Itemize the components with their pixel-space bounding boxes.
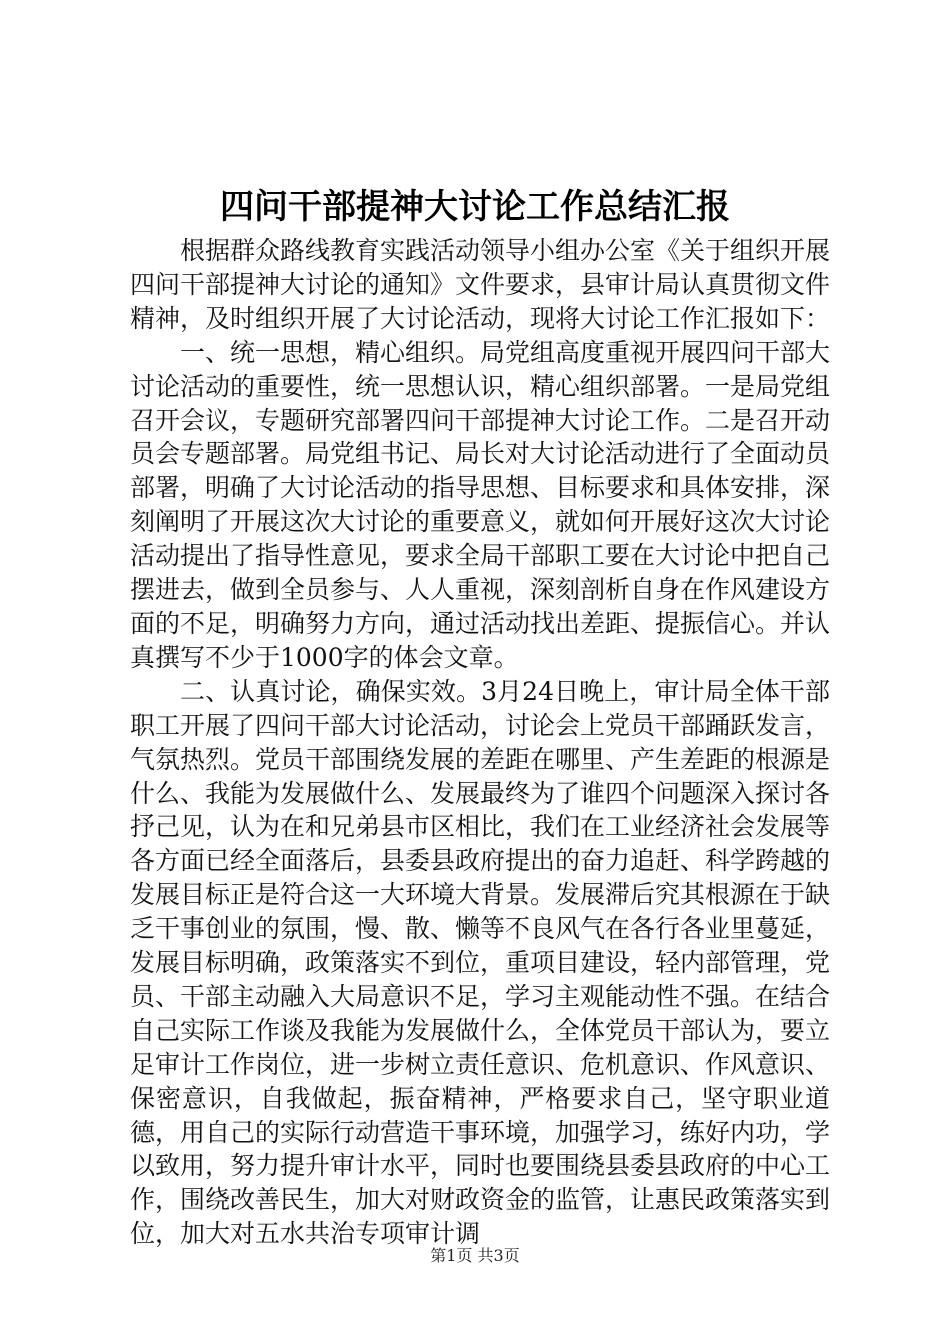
document-title: 四问干部提神大讨论工作总结汇报: [220, 187, 730, 227]
page-number-footer: 第1页 共3页: [430, 1246, 520, 1265]
paragraph-section-1: 一、统一思想，精心组织。局党组高度重视开展四问干部大讨论活动的重要性，统一思想认识，精心组织部署。一是局党组召开会议，专题研究部署四问干部提神大讨论工作。二是召开动员会专题部署。局党组书记、局长对大讨论活动进行了全面动员部署，明确了大讨论活动的指导思想、目标要求和具体安排，深刻阐明了开展这次大讨论的重要意义，就如何开展好这次大讨论活动提出了指导性意见，要求全局干部职工要在大讨论中把自己摆进去，做到全员参与、人人重视，深刻剖析自身在作风建设方面的不足，明确努力方向，通过活动找出差距、提振信心。并认真撰写不少于1000字的体会文章。: [130, 337, 831, 672]
paragraph-section-2: 二、认真讨论，确保实效。3月24日晚上，审计局全体干部职工开展了四问干部大讨论活动，讨论会上党员干部踊跃发言，气氛热烈。党员干部围绕发展的差距在哪里、产生差距的根源是什么、我能为发展做什么、发展最终为了谁四个问题深入探讨各抒己见，认为在和兄弟县市区相比，我们在工业经济社会发展等各方面已经全面落后，县委县政府提出的奋力追赶、科学跨越的发展目标正是符合这一大环境大背景。发展滞后究其根源在于缺乏干事创业的氛围，慢、散、懒等不良风气在各行各业里蔓延，发展目标明确，政策落实不到位，重项目建设，轻内部管理，党员、干部主动融入大局意识不足，学习主观能动性不强。在结合自己实际工作谈及我能为发展做什么，全体党员干部认为，要立足审计工作岗位，进一步树立责任意识、危机意识、作风意识、保密意识，自我做起，振奋精神，严格要求自己，坚守职业道德，用自己的实际行动营造干事环境，加强学习，练好内功，学以致用，努力提升审计水平，同时也要围绕县委县政府的中心工作，围绕改善民生，加大对财政资金的监管，让惠民政策落实到位，加大对五水共治专项审计调: [130, 676, 831, 1249]
paragraph-intro: 根据群众路线教育实践活动领导小组办公室《关于组织开展四问干部提神大讨论的通知》文件要求，县审计局认真贯彻文件精神，及时组织开展了大讨论活动，现将大讨论工作汇报如下：: [130, 236, 831, 333]
document-body: [130, 234, 830, 1251]
